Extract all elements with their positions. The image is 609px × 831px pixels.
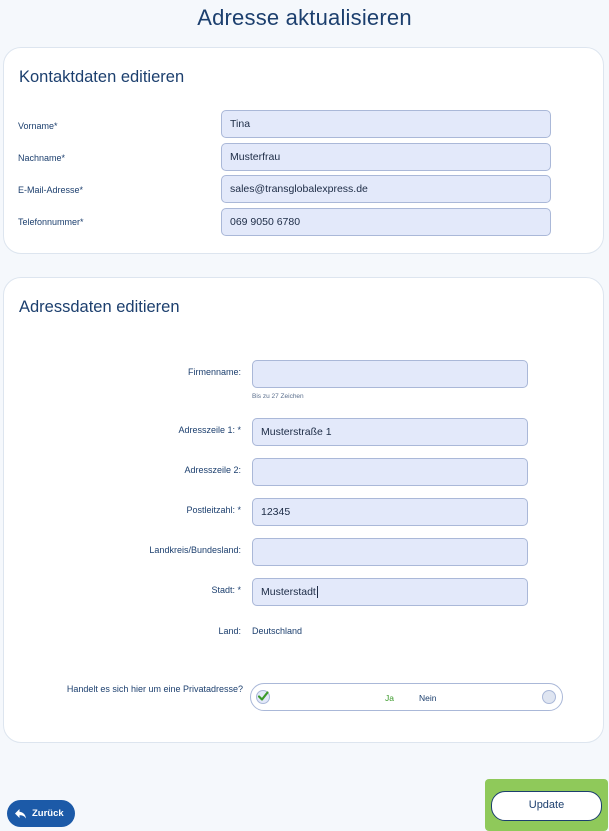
country-value: Deutschland (252, 626, 303, 636)
toggle-knob-no[interactable] (542, 690, 556, 704)
email-label: E-Mail-Adresse* (18, 185, 84, 195)
contact-card (3, 47, 604, 254)
update-button[interactable]: Update (491, 791, 602, 821)
first-name-input[interactable] (221, 110, 551, 138)
update-button-highlight (485, 779, 608, 831)
toggle-option-yes[interactable]: Ja (385, 693, 394, 703)
company-label: Firmenname: (187, 367, 241, 377)
address-line2-input[interactable] (252, 458, 528, 486)
city-label: Stadt: * (211, 585, 241, 595)
last-name-label: Nachname* (18, 153, 66, 163)
email-input[interactable] (221, 175, 551, 203)
private-address-toggle[interactable] (250, 683, 563, 711)
private-address-question: Handelt es sich hier um eine Privatadresse? (66, 684, 243, 694)
phone-input[interactable] (221, 208, 551, 236)
company-input[interactable] (252, 360, 528, 388)
region-label: Landkreis/Bundesland: (149, 545, 241, 555)
back-arrow-icon (14, 808, 27, 820)
address-card-title: Adressdaten editieren (19, 298, 180, 316)
first-name-label: Vorname* (18, 121, 58, 131)
page-title: Adresse aktualisieren (197, 5, 412, 30)
address-line1-input[interactable] (252, 418, 528, 446)
back-button-label: Zurück (32, 808, 64, 819)
city-input-value: Musterstadt (261, 586, 316, 598)
back-button[interactable] (7, 800, 75, 827)
postcode-input[interactable] (252, 498, 528, 526)
check-icon (256, 689, 270, 703)
address-line2-label: Adresszeile 2: (184, 465, 241, 475)
company-hint: Bis zu 27 Zeichen (252, 393, 304, 400)
region-input[interactable] (252, 538, 528, 566)
address-line1-label: Adresszeile 1: * (178, 425, 241, 435)
contact-card-title: Kontaktdaten editieren (19, 68, 185, 86)
postcode-label: Postleitzahl: * (186, 505, 241, 515)
country-label: Land: (218, 626, 241, 636)
text-caret (317, 586, 318, 598)
toggle-option-no[interactable]: Nein (419, 693, 437, 703)
city-input[interactable] (252, 578, 528, 606)
phone-label: Telefonnummer* (18, 217, 84, 227)
last-name-input[interactable] (221, 143, 551, 171)
